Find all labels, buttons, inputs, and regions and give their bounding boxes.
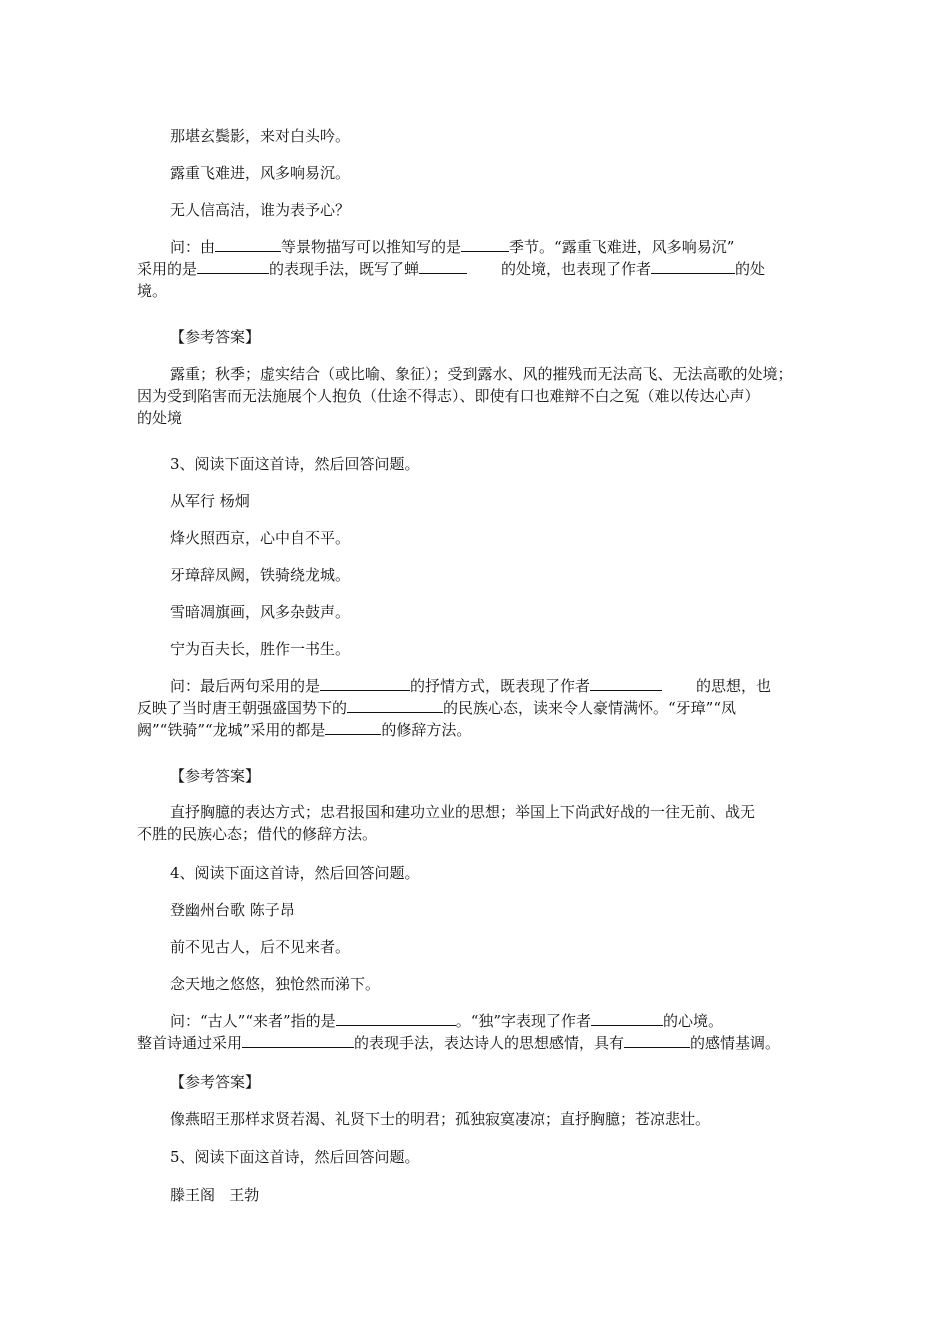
answer-blank[interactable]	[336, 1010, 456, 1026]
answer-blank[interactable]	[624, 1032, 690, 1048]
question-2: 问：由 等景物描写可以推知写的是 季节。“露重飞难进，风多响易沉” 采用的是 的表现手法，既写了蝉 的处境，也表现了作者 的处 境。	[137, 238, 766, 300]
answer-blank[interactable]	[197, 258, 269, 274]
poem-line: 念天地之悠悠，独怆然而涕下。	[170, 975, 381, 993]
question-intro: 4、阅读下面这首诗，然后回答问题。	[170, 864, 420, 882]
answer-heading: 【参考答案】	[170, 1073, 261, 1091]
answer-heading: 【参考答案】	[170, 328, 261, 346]
poem-line: 烽火照西京，心中自不平。	[170, 529, 351, 547]
poem-line: 雪暗凋旗画，风多杂鼓声。	[170, 603, 351, 621]
poem-line: 露重飞难进，风多响易沉。	[170, 164, 351, 182]
poem-line: 那堪玄鬓影，来对白头吟。	[170, 127, 351, 145]
poem-line: 牙璋辞凤阙，铁骑绕龙城。	[170, 566, 351, 584]
answer-blank[interactable]	[347, 697, 443, 713]
poem-title: 从军行 杨炯	[170, 492, 250, 510]
answer-blank[interactable]	[325, 719, 381, 735]
poem-line: 宁为百夫长，胜作一书生。	[170, 640, 351, 658]
question-3: 问：最后两句采用的是 的抒情方式，既表现了作者 的思想，也 反映了当时唐王朝强盛国势下的 的民族心态，读来令人豪情满怀。“牙璋”“凤 阙”“铁骑”“龙城”采用的都是 的修辞方法。	[137, 677, 772, 739]
answer-3: 直抒胸臆的表达方式；忠君报国和建功立业的思想；举国上下尚武好战的一往无前、战无 不胜的民族心态；借代的修辞方法。	[137, 803, 756, 843]
question-4: 问：“古人”“来者”指的是 。“独”字表现了作者 的心境。 整首诗通过采用 的表现手法，表达诗人的思想感情，具有 的感情基调。	[137, 1012, 781, 1052]
answer-4: 像燕昭王那样求贤若渴、礼贤下士的明君；孤独寂寞凄凉；直抒胸臆；苍凉悲壮。	[170, 1110, 711, 1128]
answer-heading: 【参考答案】	[170, 767, 261, 785]
question-intro: 3、阅读下面这首诗，然后回答问题。	[170, 455, 420, 473]
answer-blank[interactable]	[591, 1010, 663, 1026]
answer-2: 露重；秋季；虚实结合（或比喻、象征）；受到露水、风的摧残而无法高飞、无法高歌的处境； 因为受到陷害而无法施展个人抱负（仕途不得志）、即使有口也难辩不白之冤（难以传达心声） 的处境	[137, 365, 793, 427]
answer-blank[interactable]	[461, 236, 509, 252]
answer-blank[interactable]	[242, 1032, 354, 1048]
answer-blank[interactable]	[651, 258, 735, 274]
poem-title: 滕王阁 王勃	[170, 1186, 260, 1204]
poem-title: 登幽州台歌 陈子昂	[170, 901, 295, 919]
answer-blank[interactable]	[320, 675, 410, 691]
poem-line: 前不见古人，后不见来者。	[170, 938, 351, 956]
poem-line: 无人信高洁，谁为表予心？	[170, 201, 351, 219]
answer-blank[interactable]	[419, 258, 467, 274]
question-intro: 5、阅读下面这首诗，然后回答问题。	[170, 1148, 420, 1166]
answer-blank[interactable]	[590, 675, 662, 691]
answer-blank[interactable]	[215, 236, 281, 252]
